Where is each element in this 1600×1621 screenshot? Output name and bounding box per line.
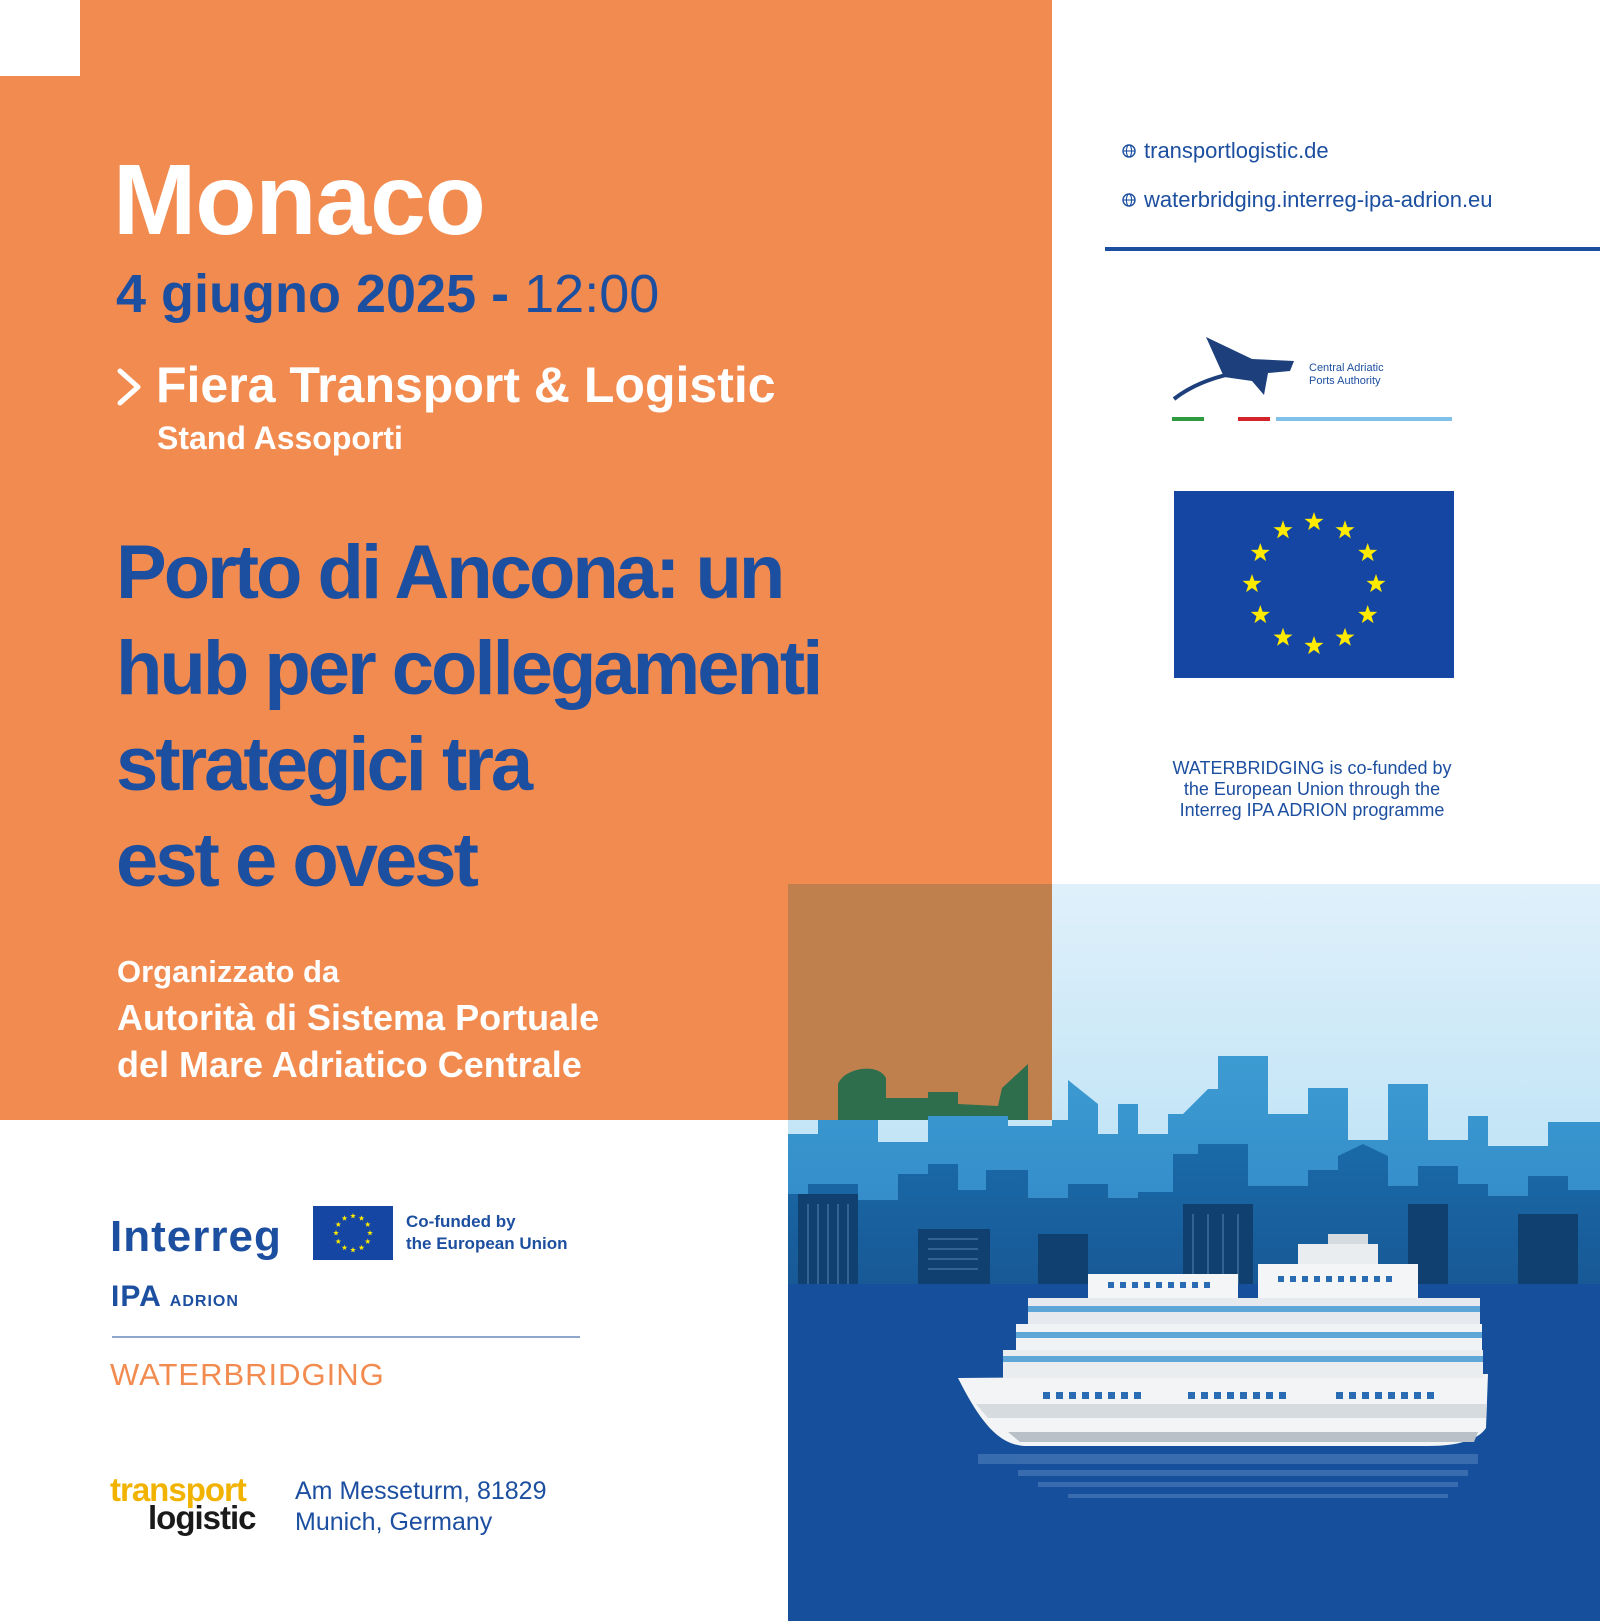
organizer-name xyxy=(117,994,599,1088)
adrion-text: ADRION xyxy=(169,1293,239,1310)
project-name: WATERBRIDGING xyxy=(110,1357,385,1392)
eu-flag-small-icon xyxy=(313,1206,393,1260)
city-title: Monaco xyxy=(113,144,485,256)
link-text: waterbridging.interreg-ipa-adrion.eu xyxy=(1144,187,1493,212)
link-waterbridging[interactable] xyxy=(1122,187,1493,213)
port-authority-line: Central Adriatic xyxy=(1309,362,1384,374)
globe-icon xyxy=(1122,193,1136,207)
cofunded-line: the European Union xyxy=(406,1234,568,1253)
organizer-name-line: del Mare Adriatico Centrale xyxy=(117,1044,582,1085)
logo-divider xyxy=(112,1336,580,1338)
links-divider xyxy=(1105,247,1600,251)
cofunded-line: Co-funded by xyxy=(406,1212,516,1231)
venue-stand: Stand Assoporti xyxy=(157,420,403,456)
fair-logo-logistic: logistic xyxy=(148,1499,256,1536)
event-datetime xyxy=(116,262,659,326)
organizer-label: Organizzato da xyxy=(117,954,340,989)
link-text: transportlogistic.de xyxy=(1144,138,1329,163)
headline-line: Porto di Ancona: un xyxy=(116,530,783,615)
organizer-name-line: Autorità di Sistema Portuale xyxy=(117,997,600,1038)
datetime-separator: - xyxy=(491,264,510,324)
event-headline xyxy=(116,525,1016,909)
port-authority-name xyxy=(1309,362,1384,388)
interreg-logo-text: Interreg xyxy=(110,1212,282,1261)
cruise-ship-illustration xyxy=(788,884,1600,1621)
headline-line: est e ovest xyxy=(116,818,476,903)
chevron-right-icon xyxy=(114,365,144,409)
cofunding-line: the European Union through the xyxy=(1183,779,1441,799)
venue-name: Fiera Transport & Logistic xyxy=(156,357,776,413)
event-date: 4 giugno 2025 xyxy=(116,264,477,324)
port-authority-line: Ports Authority xyxy=(1309,375,1381,387)
cofunding-line: Interreg IPA ADRION programme xyxy=(1179,800,1445,820)
organizer-block xyxy=(117,952,599,1088)
venue-address xyxy=(295,1476,547,1538)
headline-line: hub per collegamenti xyxy=(116,626,821,711)
address-line: Am Messeturm, 81829 xyxy=(295,1477,547,1505)
globe-icon xyxy=(1122,144,1136,158)
ipa-text: IPA xyxy=(111,1280,162,1313)
fair-logo-transport: transport xyxy=(110,1471,246,1508)
ipa-adrion-logo xyxy=(111,1280,239,1314)
address-line: Munich, Germany xyxy=(295,1508,493,1536)
eu-flag-icon xyxy=(1174,491,1454,678)
cofunding-note xyxy=(1150,758,1474,821)
link-transportlogistic[interactable] xyxy=(1122,138,1329,164)
event-time: 12:00 xyxy=(524,264,660,324)
cofunding-line: WATERBRIDGING is co-funded by xyxy=(1172,758,1452,778)
cofunded-eu-text xyxy=(406,1211,568,1255)
corner-notch xyxy=(0,0,80,76)
headline-line: strategici tra xyxy=(116,722,531,807)
